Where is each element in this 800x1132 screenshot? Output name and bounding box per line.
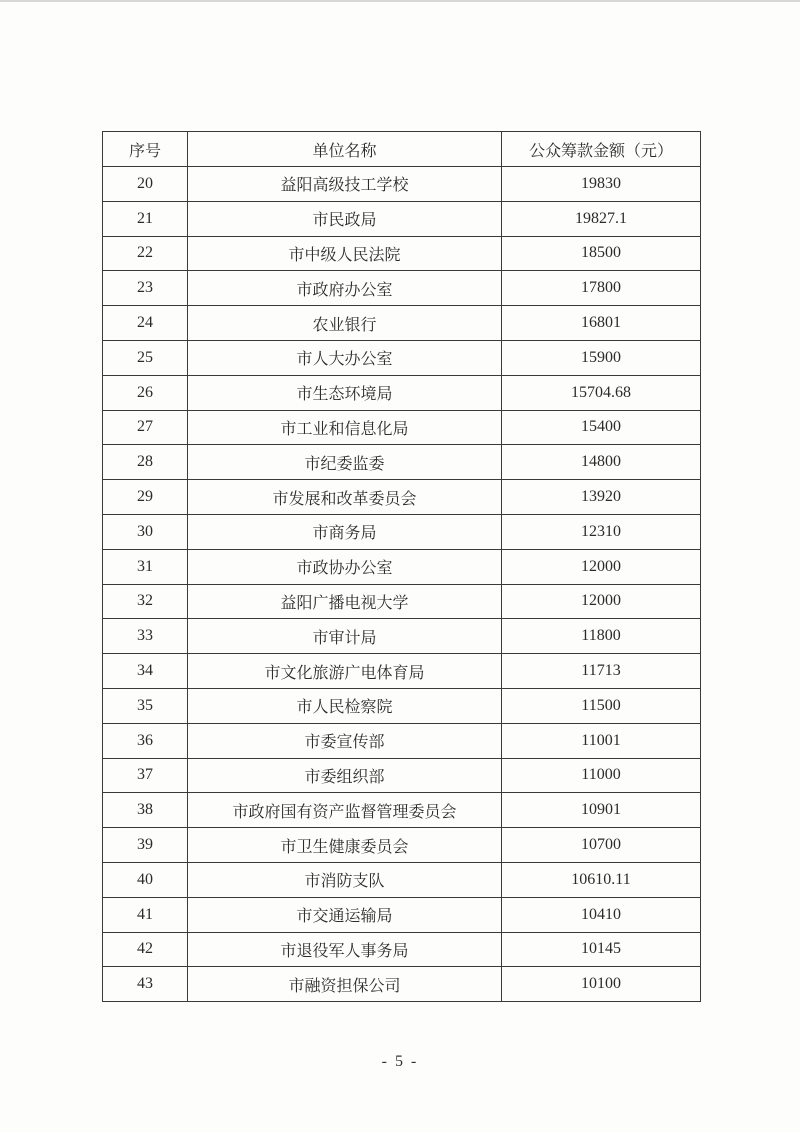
page-number: - 5 - (381, 1053, 419, 1070)
cell-amount: 10410 (502, 897, 701, 932)
page-top-edge (0, 0, 800, 2)
table-row (103, 932, 701, 967)
table-header-row (103, 132, 701, 167)
cell-amount: 11001 (502, 723, 701, 758)
cell-amount: 14800 (502, 445, 701, 480)
table-row (103, 897, 701, 932)
table-row (103, 340, 701, 375)
cell-index: 35 (103, 688, 188, 723)
cell-amount: 17800 (502, 271, 701, 306)
cell-index: 23 (103, 271, 188, 306)
cell-unit-name: 市委组织部 (188, 758, 502, 793)
cell-index: 33 (103, 619, 188, 654)
cell-unit-name: 市商务局 (188, 514, 502, 549)
cell-amount: 11000 (502, 758, 701, 793)
cell-index: 20 (103, 167, 188, 202)
cell-index: 25 (103, 340, 188, 375)
header-index: 序号 (103, 132, 188, 167)
table-row (103, 445, 701, 480)
table-row (103, 549, 701, 584)
table-row (103, 584, 701, 619)
cell-amount: 12000 (502, 549, 701, 584)
cell-index: 41 (103, 897, 188, 932)
table-row (103, 619, 701, 654)
cell-unit-name: 益阳广播电视大学 (188, 584, 502, 619)
cell-unit-name: 市人民检察院 (188, 688, 502, 723)
cell-amount: 19830 (502, 167, 701, 202)
cell-index: 30 (103, 514, 188, 549)
cell-index: 34 (103, 654, 188, 689)
cell-amount: 15900 (502, 340, 701, 375)
cell-index: 31 (103, 549, 188, 584)
table-row (103, 723, 701, 758)
cell-unit-name: 市融资担保公司 (188, 967, 502, 1002)
cell-index: 32 (103, 584, 188, 619)
cell-unit-name: 市审计局 (188, 619, 502, 654)
table-body (103, 167, 701, 1002)
cell-amount: 11500 (502, 688, 701, 723)
cell-unit-name: 市政府办公室 (188, 271, 502, 306)
cell-amount: 10901 (502, 793, 701, 828)
cell-index: 37 (103, 758, 188, 793)
cell-index: 21 (103, 201, 188, 236)
cell-amount: 10100 (502, 967, 701, 1002)
cell-index: 36 (103, 723, 188, 758)
cell-index: 40 (103, 862, 188, 897)
cell-index: 38 (103, 793, 188, 828)
cell-amount: 19827.1 (502, 201, 701, 236)
header-unit-name: 单位名称 (188, 132, 502, 167)
cell-index: 28 (103, 445, 188, 480)
cell-unit-name: 市政协办公室 (188, 549, 502, 584)
table-row (103, 688, 701, 723)
cell-unit-name: 市中级人民法院 (188, 236, 502, 271)
cell-unit-name: 市纪委监委 (188, 445, 502, 480)
cell-unit-name: 市人大办公室 (188, 340, 502, 375)
cell-unit-name: 市卫生健康委员会 (188, 828, 502, 863)
cell-unit-name: 市交通运输局 (188, 897, 502, 932)
cell-amount: 18500 (502, 236, 701, 271)
cell-unit-name: 市生态环境局 (188, 375, 502, 410)
table-row (103, 375, 701, 410)
table-row (103, 654, 701, 689)
table-row (103, 514, 701, 549)
table-row (103, 271, 701, 306)
table-row (103, 201, 701, 236)
cell-amount: 10610.11 (502, 862, 701, 897)
cell-index: 26 (103, 375, 188, 410)
cell-unit-name: 市退役军人事务局 (188, 932, 502, 967)
table-row (103, 410, 701, 445)
table-row (103, 793, 701, 828)
cell-unit-name: 市消防支队 (188, 862, 502, 897)
cell-index: 39 (103, 828, 188, 863)
cell-unit-name: 市委宣传部 (188, 723, 502, 758)
table-row (103, 828, 701, 863)
cell-amount: 16801 (502, 306, 701, 341)
table-row (103, 862, 701, 897)
table-row (103, 167, 701, 202)
cell-index: 29 (103, 480, 188, 515)
cell-amount: 11800 (502, 619, 701, 654)
cell-index: 22 (103, 236, 188, 271)
table-row (103, 480, 701, 515)
table-row (103, 967, 701, 1002)
cell-unit-name: 市文化旅游广电体育局 (188, 654, 502, 689)
cell-amount: 15704.68 (502, 375, 701, 410)
cell-unit-name: 市民政局 (188, 201, 502, 236)
cell-unit-name: 市发展和改革委员会 (188, 480, 502, 515)
cell-unit-name: 市政府国有资产监督管理委员会 (188, 793, 502, 828)
header-amount: 公众筹款金额（元） (502, 132, 701, 167)
cell-index: 27 (103, 410, 188, 445)
cell-amount: 11713 (502, 654, 701, 689)
cell-unit-name: 农业银行 (188, 306, 502, 341)
cell-unit-name: 益阳高级技工学校 (188, 167, 502, 202)
table-row (103, 236, 701, 271)
cell-index: 43 (103, 967, 188, 1002)
cell-index: 24 (103, 306, 188, 341)
cell-amount: 10700 (502, 828, 701, 863)
cell-amount: 10145 (502, 932, 701, 967)
cell-unit-name: 市工业和信息化局 (188, 410, 502, 445)
cell-amount: 12000 (502, 584, 701, 619)
table-row (103, 758, 701, 793)
cell-amount: 12310 (502, 514, 701, 549)
cell-index: 42 (103, 932, 188, 967)
donation-table (102, 131, 701, 1002)
cell-amount: 13920 (502, 480, 701, 515)
table-row (103, 306, 701, 341)
cell-amount: 15400 (502, 410, 701, 445)
